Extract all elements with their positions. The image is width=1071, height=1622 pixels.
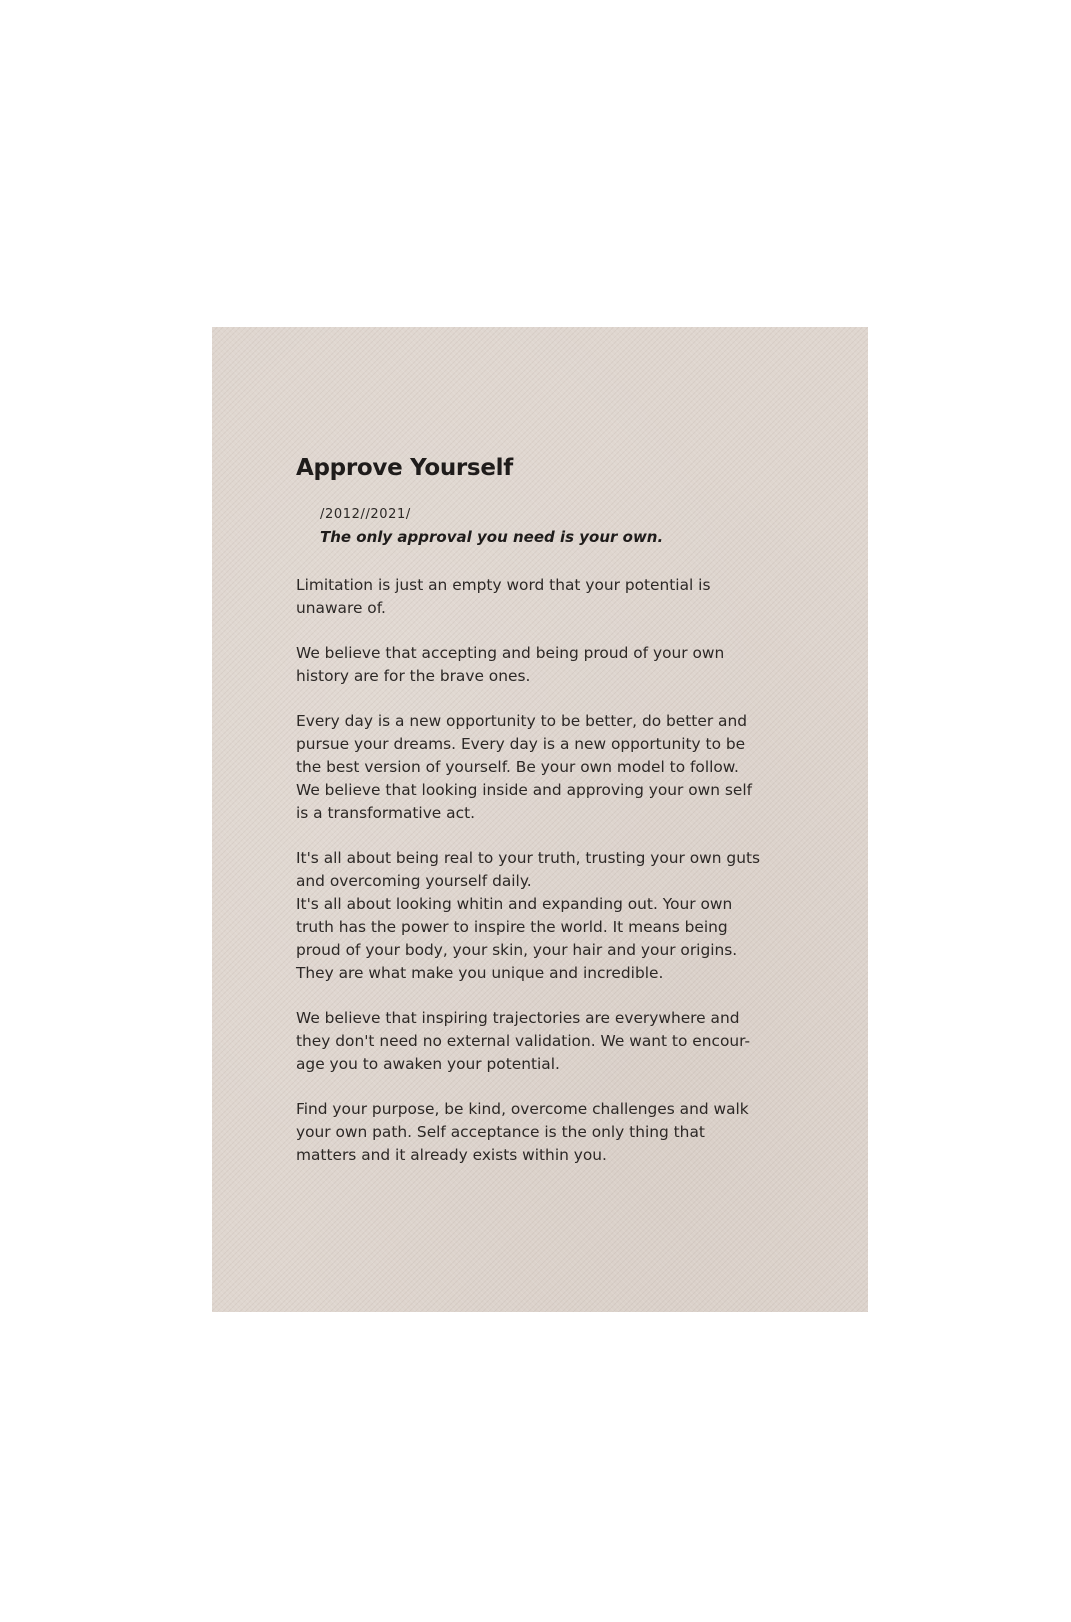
card-dates: /2012//2021/ bbox=[320, 507, 411, 522]
paragraph-2: We believe that accepting and being proud of your own history are for the brave ones. bbox=[296, 644, 725, 685]
fabric-card bbox=[212, 327, 868, 1312]
card-text bbox=[296, 455, 816, 1189]
paragraph-5: We believe that inspiring trajectories are everywhere and they don't need no external validation. We want to encour- age you to awaken your potential. bbox=[296, 1009, 751, 1073]
paragraph-4: It's all about being real to your truth, trusting your own guts and overcoming yourself daily. It's all about looking whitin and expanding out. Your own truth has the power to inspire the world. It means being proud of your body, your skin, your hair and your origins. They are what make you unique and incredible. bbox=[296, 849, 760, 982]
paragraph-3: Every day is a new opportunity to be better, do better and pursue your dreams. Every day is a new opportunity to be the best version of yourself. Be your own model to follow. We believe that looking inside and approving your own self is a transformative act. bbox=[296, 712, 753, 822]
paragraph-6: Find your purpose, be kind, overcome challenges and walk your own path. Self acceptance is the only thing that matters and it already exists within you. bbox=[296, 1100, 749, 1164]
card-title: Approve Yourself bbox=[296, 455, 513, 481]
card-tagline: The only approval you need is your own. bbox=[320, 528, 664, 546]
paragraph-1: Limitation is just an empty word that your potential is unaware of. bbox=[296, 576, 711, 617]
